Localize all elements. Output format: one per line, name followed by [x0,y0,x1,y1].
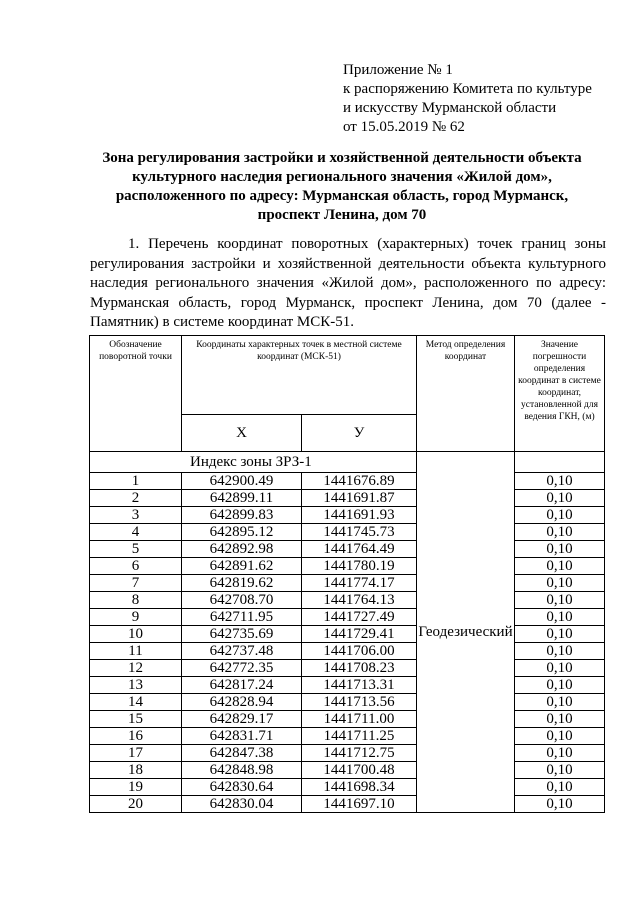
table-row [90,643,605,660]
header-x: X [182,415,302,452]
accuracy-cell: 0,10 [515,592,605,609]
x-coordinate-cell: 642711.95 [182,609,302,626]
y-coordinate-cell: 1441729.41 [302,626,417,643]
appendix-line: и искусству Мурманской области [343,100,557,116]
title-line: проспект Ленина, дом 70 [257,207,427,223]
table-row [90,507,605,524]
accuracy-cell: 0,10 [515,745,605,762]
table-row [90,694,605,711]
title-line: культурного наследия регионального значения «Жилой дом», [132,169,552,185]
point-number-cell: 14 [90,694,182,711]
y-coordinate-cell: 1441700.48 [302,762,417,779]
appendix-line: к распоряжению Комитета по культуре [343,81,592,97]
accuracy-cell: 0,10 [515,711,605,728]
table-row [90,626,605,643]
table-row [90,779,605,796]
point-number-cell: 8 [90,592,182,609]
accuracy-cell: 0,10 [515,728,605,745]
accuracy-cell: 0,10 [515,558,605,575]
accuracy-cell: 0,10 [515,490,605,507]
point-number-cell: 20 [90,796,182,813]
appendix-line: от 15.05.2019 № 62 [343,119,465,135]
y-coordinate-cell: 1441711.00 [302,711,417,728]
paragraph-line: Мурманская область, город Мурманск, проспект Ленина, дом 70 (далее - [90,294,606,311]
x-coordinate-cell: 642891.62 [182,558,302,575]
point-number-cell: 2 [90,490,182,507]
point-number-cell: 10 [90,626,182,643]
header-accuracy: Значение погрешности определения координат в системе координат, установленной для ведения ГКН, (м) [515,336,605,452]
x-coordinate-cell: 642735.69 [182,626,302,643]
x-coordinate-cell: 642708.70 [182,592,302,609]
x-coordinate-cell: 642900.49 [182,473,302,490]
intro-paragraph [90,235,606,333]
title-line: расположенного по адресу: Мурманская область, город Мурманск, [115,188,569,204]
zone-label: Индекс зоны ЗРЗ-1 [90,452,417,473]
header-coordinates: Координаты характерных точек в местной системе координат (МСК-51) [182,336,417,415]
x-coordinate-cell: 642848.98 [182,762,302,779]
point-number-cell: 1 [90,473,182,490]
y-coordinate-cell: 1441676.89 [302,473,417,490]
y-coordinate-cell: 1441712.75 [302,745,417,762]
accuracy-cell: 0,10 [515,507,605,524]
y-coordinate-cell: 1441711.25 [302,728,417,745]
point-number-cell: 3 [90,507,182,524]
table-row [90,541,605,558]
y-coordinate-cell: 1441698.34 [302,779,417,796]
header-y: У [302,415,417,452]
table-row [90,609,605,626]
x-coordinate-cell: 642819.62 [182,575,302,592]
point-number-cell: 19 [90,779,182,796]
accuracy-cell: 0,10 [515,524,605,541]
table-row [90,524,605,541]
table-row [90,728,605,745]
y-coordinate-cell: 1441706.00 [302,643,417,660]
point-number-cell: 6 [90,558,182,575]
table-row [90,677,605,694]
point-number-cell: 12 [90,660,182,677]
accuracy-cell: 0,10 [515,762,605,779]
paragraph-line: Памятник) в системе координат МСК-51. [90,314,354,330]
accuracy-cell: 0,10 [515,677,605,694]
coordinates-table [89,335,605,813]
x-coordinate-cell: 642829.17 [182,711,302,728]
x-coordinate-cell: 642817.24 [182,677,302,694]
accuracy-cell: 0,10 [515,796,605,813]
y-coordinate-cell: 1441780.19 [302,558,417,575]
point-number-cell: 11 [90,643,182,660]
x-coordinate-cell: 642847.38 [182,745,302,762]
paragraph-line: 1. Перечень координат поворотных (характерных) точек границ зоны [128,236,606,252]
method-cell: Геодезический [417,452,515,813]
table-row [90,592,605,609]
point-number-cell: 17 [90,745,182,762]
x-coordinate-cell: 642831.71 [182,728,302,745]
y-coordinate-cell: 1441745.73 [302,524,417,541]
y-coordinate-cell: 1441774.17 [302,575,417,592]
x-coordinate-cell: 642899.83 [182,507,302,524]
point-number-cell: 15 [90,711,182,728]
y-coordinate-cell: 1441691.93 [302,507,417,524]
table-row [90,762,605,779]
x-coordinate-cell: 642899.11 [182,490,302,507]
y-coordinate-cell: 1441697.10 [302,796,417,813]
table-row [90,745,605,762]
accuracy-cell: 0,10 [515,694,605,711]
point-number-cell: 4 [90,524,182,541]
point-number-cell: 18 [90,762,182,779]
appendix-line: Приложение № 1 [343,62,453,78]
document-title [70,149,614,225]
accuracy-cell: 0,10 [515,779,605,796]
x-coordinate-cell: 642830.64 [182,779,302,796]
point-number-cell: 13 [90,677,182,694]
accuracy-cell: 0,10 [515,541,605,558]
accuracy-cell: 0,10 [515,660,605,677]
y-coordinate-cell: 1441727.49 [302,609,417,626]
table-row [90,473,605,490]
y-coordinate-cell: 1441713.31 [302,677,417,694]
table-row [90,711,605,728]
table-row [90,490,605,507]
accuracy-blank-cell [515,452,605,473]
table-row [90,558,605,575]
paragraph-line: наследия регионального значения «Жилой дом», расположенного по адресу: [90,275,606,291]
point-number-cell: 7 [90,575,182,592]
table-row [90,575,605,592]
x-coordinate-cell: 642737.48 [182,643,302,660]
y-coordinate-cell: 1441764.49 [302,541,417,558]
y-coordinate-cell: 1441713.56 [302,694,417,711]
x-coordinate-cell: 642892.98 [182,541,302,558]
point-number-cell: 9 [90,609,182,626]
table-row [90,660,605,677]
x-coordinate-cell: 642830.04 [182,796,302,813]
accuracy-cell: 0,10 [515,643,605,660]
x-coordinate-cell: 642895.12 [182,524,302,541]
appendix-header [343,61,592,137]
y-coordinate-cell: 1441708.23 [302,660,417,677]
header-method: Метод определения координат [417,336,515,452]
x-coordinate-cell: 642828.94 [182,694,302,711]
table-row [90,796,605,813]
header-point: Обозначение поворотной точки [90,336,182,452]
y-coordinate-cell: 1441764.13 [302,592,417,609]
accuracy-cell: 0,10 [515,473,605,490]
point-number-cell: 16 [90,728,182,745]
point-number-cell: 5 [90,541,182,558]
accuracy-cell: 0,10 [515,609,605,626]
accuracy-cell: 0,10 [515,626,605,643]
y-coordinate-cell: 1441691.87 [302,490,417,507]
paragraph-line: регулирования застройки и хозяйственной деятельности объекта культурного [90,255,606,272]
accuracy-cell: 0,10 [515,575,605,592]
title-line: Зона регулирования застройки и хозяйственной деятельности объекта [102,150,582,166]
x-coordinate-cell: 642772.35 [182,660,302,677]
